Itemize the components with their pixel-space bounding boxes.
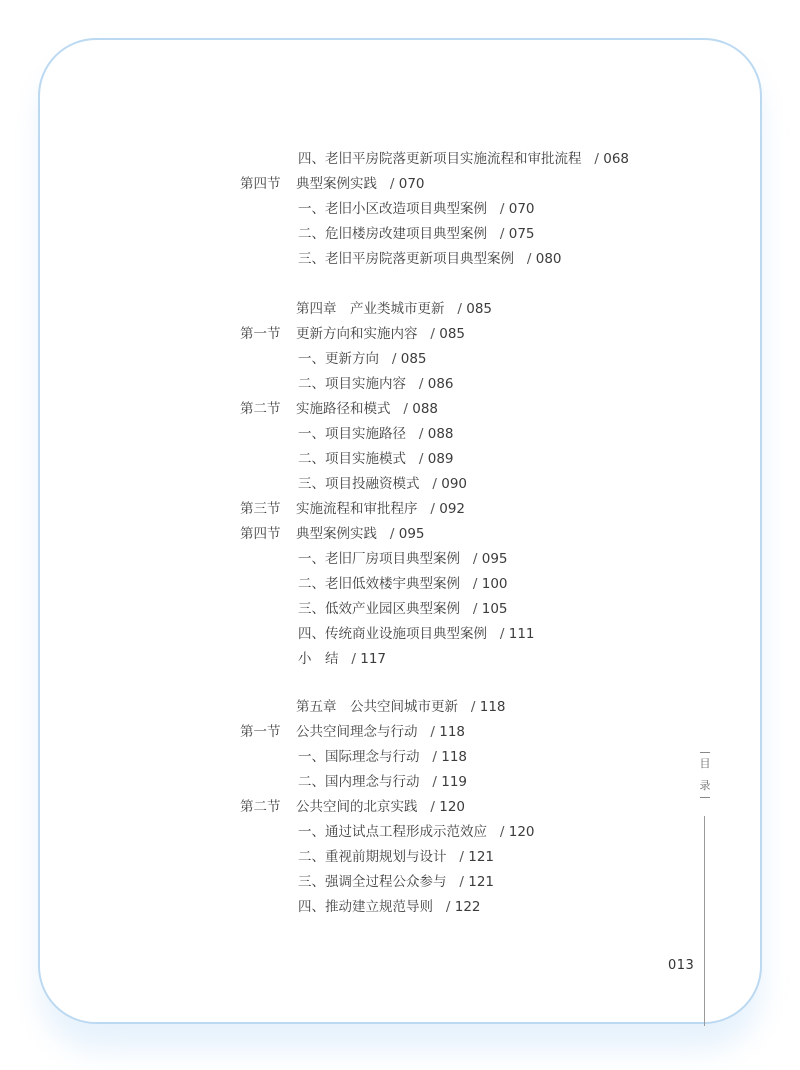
toc-separator: / (432, 774, 437, 790)
toc-separator: / (499, 201, 505, 217)
toc-page-number: 118 (441, 749, 468, 765)
side-label-tick-bottom (700, 797, 710, 798)
toc-entry-title-group (298, 821, 535, 843)
toc-entry-title: 二、重视前期规划与设计 (298, 849, 447, 865)
toc-entry-title: 三、项目投融资模式 (298, 476, 420, 492)
toc-separator: / (418, 426, 424, 442)
toc-section-label: 第二节 (240, 401, 281, 417)
toc-entry-title: 三、强调全过程公众参与 (298, 874, 447, 890)
toc-entry-title-group (298, 373, 454, 395)
toc-entry-title: 一、老旧厂房项目典型案例 (298, 551, 460, 567)
toc-page-number: 095 (398, 526, 425, 542)
toc-entry-title: 第四章 产业类城市更新 (296, 301, 445, 317)
toc-entry-title: 四、传统商业设施项目典型案例 (298, 626, 487, 642)
toc-entry-title-group (298, 223, 535, 245)
toc-entry-title-group (296, 323, 465, 345)
toc-separator: / (472, 551, 478, 567)
toc-entry-title: 二、国内理念与行动 (298, 774, 420, 790)
toc-separator: / (391, 351, 397, 367)
toc-entry-title-group (296, 523, 425, 545)
toc-separator: / (499, 626, 505, 642)
toc-entry-title: 公共空间理念与行动 (296, 724, 418, 740)
toc-separator: / (418, 451, 424, 467)
toc-page-number: 085 (466, 301, 493, 317)
toc-entry-title: 二、项目实施模式 (298, 451, 406, 467)
toc-entry-title-group (298, 648, 386, 670)
toc-section-label: 第二节 (240, 799, 281, 815)
toc-entry-title-group (298, 846, 494, 868)
toc-page-number: 070 (508, 201, 535, 217)
toc-entry-title: 第五章 公共空间城市更新 (296, 699, 458, 715)
toc-page-number: 118 (479, 699, 506, 715)
toc-separator: / (389, 526, 395, 542)
toc-page-number: 085 (400, 351, 427, 367)
toc-entry-title: 一、更新方向 (298, 351, 379, 367)
toc-entry-title: 三、低效产业园区典型案例 (298, 601, 460, 617)
toc-entry-title: 实施路径和模式 (296, 401, 391, 417)
toc-page-number: 100 (481, 576, 508, 592)
toc-separator: / (470, 699, 476, 715)
toc-page-number: 090 (441, 476, 468, 492)
toc-entry-title: 更新方向和实施内容 (296, 326, 418, 342)
toc-page-number: 121 (468, 849, 495, 865)
toc-separator: / (459, 849, 464, 865)
toc-separator: / (445, 899, 451, 915)
toc-separator: / (430, 724, 435, 740)
toc-separator: / (472, 601, 478, 617)
toc-entry-title: 一、项目实施路径 (298, 426, 406, 442)
toc-separator: / (418, 376, 424, 392)
toc-entry-title-group (296, 398, 438, 420)
toc-separator: / (389, 176, 395, 192)
toc-page-number: 111 (508, 626, 535, 642)
toc-entry-title: 典型案例实践 (296, 176, 377, 192)
page-number: 013 (668, 958, 695, 973)
toc-entry-title-group (296, 696, 506, 718)
toc-page-number: 120 (439, 799, 466, 815)
toc-entry-title: 实施流程和审批程序 (296, 501, 418, 517)
toc-entry-title: 一、通过试点工程形成示范效应 (298, 824, 487, 840)
toc-entry-title: 一、老旧小区改造项目典型案例 (298, 201, 487, 217)
toc-page-number: 085 (439, 326, 466, 342)
toc-page-number: 117 (360, 651, 387, 667)
toc-page-number: 095 (481, 551, 508, 567)
toc-entry-title: 二、危旧楼房改建项目典型案例 (298, 226, 487, 242)
toc-page-number: 068 (603, 151, 630, 167)
toc-entry-title-group (298, 448, 454, 470)
toc-entry-title-group (298, 348, 427, 370)
toc-section-label: 第三节 (240, 501, 281, 517)
toc-separator: / (499, 824, 505, 840)
toc-entry-title-group (296, 498, 465, 520)
toc-page-number: 075 (508, 226, 535, 242)
toc-section-label: 第一节 (240, 724, 281, 740)
toc-entry-title-group (298, 248, 562, 270)
toc-section-label: 第一节 (240, 326, 281, 342)
toc-page-number: 121 (468, 874, 495, 890)
toc-entry-title: 二、老旧低效楼宇典型案例 (298, 576, 460, 592)
toc-page-number: 088 (412, 401, 439, 417)
toc-entry-title-group (298, 148, 629, 170)
toc-entry-title-group (296, 298, 492, 320)
toc-separator: / (430, 501, 435, 517)
side-label-tick-top (700, 752, 710, 753)
toc-separator: / (432, 476, 437, 492)
toc-section-label: 第四节 (240, 176, 281, 192)
toc-page-number: 105 (481, 601, 508, 617)
toc-page-number: 086 (427, 376, 454, 392)
toc-page-number: 080 (535, 251, 562, 267)
toc-entry-title-group (298, 548, 508, 570)
toc-separator: / (472, 576, 478, 592)
toc-page-number: 070 (398, 176, 425, 192)
toc-entry-title: 公共空间的北京实践 (296, 799, 418, 815)
toc-separator: / (430, 326, 435, 342)
toc-separator: / (430, 799, 435, 815)
toc-page-number: 122 (454, 899, 481, 915)
toc-section-label: 第四节 (240, 526, 281, 542)
toc-separator: / (499, 226, 505, 242)
toc-entry-title: 二、项目实施内容 (298, 376, 406, 392)
toc-page-number: 088 (427, 426, 454, 442)
toc-entry-title-group (298, 598, 508, 620)
toc-separator: / (526, 251, 532, 267)
toc-separator: / (432, 749, 437, 765)
toc-entry-title-group (296, 721, 465, 743)
toc-entry-title-group (296, 796, 465, 818)
toc-entry-title: 三、老旧平房院落更新项目典型案例 (298, 251, 514, 267)
side-label-char-2: 录 (699, 779, 711, 792)
side-label-contents (697, 752, 713, 798)
toc-page-number: 089 (427, 451, 454, 467)
toc-separator: / (457, 301, 462, 317)
toc-separator: / (594, 151, 599, 167)
toc-entry-title-group (298, 423, 454, 445)
toc-entry-title-group (298, 871, 494, 893)
toc-entry-title-group (298, 473, 467, 495)
toc-entry-title-group (298, 771, 467, 793)
toc-entry-title: 小 结 (298, 651, 339, 667)
toc-entry-title: 一、国际理念与行动 (298, 749, 420, 765)
side-label-char-1: 目 (699, 757, 711, 770)
toc-entry-title: 四、推动建立规范导则 (298, 899, 433, 915)
toc-entry-title-group (298, 896, 481, 918)
toc-page-number: 092 (439, 501, 466, 517)
toc-entry-title-group (298, 746, 467, 768)
toc-entry-title-group (296, 173, 425, 195)
toc-page-number: 119 (441, 774, 468, 790)
toc-separator: / (403, 401, 408, 417)
toc-page-number: 120 (508, 824, 535, 840)
toc-entry-title-group (298, 198, 535, 220)
toc-entry-title-group (298, 573, 508, 595)
toc-entry-title: 四、老旧平房院落更新项目实施流程和审批流程 (298, 151, 582, 167)
toc-entry-title: 典型案例实践 (296, 526, 377, 542)
side-divider-line (704, 816, 705, 1026)
toc-entry-title-group (298, 623, 535, 645)
toc-page-number: 118 (439, 724, 466, 740)
toc-separator: / (459, 874, 464, 890)
toc-separator: / (351, 651, 356, 667)
